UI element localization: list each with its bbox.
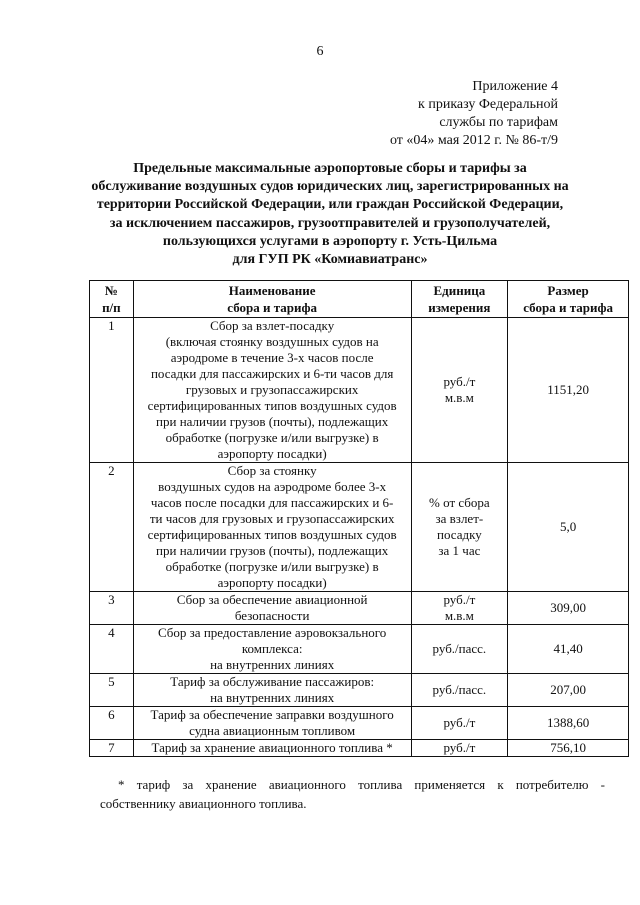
table-row (90, 707, 629, 740)
tariff-unit: руб./т (411, 740, 508, 757)
tariff-name: Тариф за обеспечение заправки воздушного судна авиационным топливом (133, 707, 411, 740)
tariff-unit: % от сбора за взлет- посадку за 1 час (411, 463, 508, 592)
appendix-line: службы по тарифам (439, 115, 558, 130)
tariff-value: 756,10 (508, 740, 629, 757)
tariff-value: 5,0 (508, 463, 629, 592)
tariff-name: Тариф за обслуживание пассажиров: на внутренних линиях (133, 674, 411, 707)
tariff-name: Сбор за стоянку воздушных судов на аэродроме более 3-х часов после посадки для пассажирских и 6- ти часов для грузовых и грузопассажирских сертифицированных типов воздушных судов при наличии грузов (почты), подлежащих обработке (погрузке и/или выгрузке) в аэропорту посадки) (133, 463, 411, 592)
title-line: пользующихся услугами в аэропорту г. Усть-Цильма (162, 233, 498, 249)
tariff-value: 41,40 (508, 625, 629, 674)
page-number: 6 (316, 44, 324, 59)
row-number: 1 (90, 318, 134, 463)
tariff-unit: руб./т м.в.м (411, 592, 508, 625)
title-line: территории Российской Федерации, или граждан Российской Федерации, (96, 197, 564, 213)
tariff-value: 1388,60 (508, 707, 629, 740)
tariff-table-body (90, 318, 629, 757)
row-number: 3 (90, 592, 134, 625)
tariff-unit: руб./пасс. (411, 674, 508, 707)
appendix-line: от «04» мая 2012 г. № 86-т/9 (389, 133, 558, 148)
header-size: Размер сбора и тарифа (508, 281, 629, 318)
header-unit: Единица измерения (411, 281, 508, 318)
tariff-unit: руб./пасс. (411, 625, 508, 674)
row-number: 2 (90, 463, 134, 592)
title-line: Предельные максимальные аэропортовые сборы и тарифы за (133, 161, 527, 176)
tariff-name: Сбор за взлет-посадку (включая стоянку воздушных судов на аэродроме в течение 3-х часов после посадки для пассажирских и 6-ти часов для грузовых и грузопассажирских сертифицированных типов воздушных судов при наличии грузов (почты), подлежащих обработке (погрузке и/или выгрузке) в аэропорту посадки) (133, 318, 411, 463)
table-row (90, 740, 629, 757)
footnote-line: собственнику авиационного топлива. (100, 796, 307, 811)
table-row (90, 625, 629, 674)
footnote (100, 775, 605, 813)
tariff-value: 207,00 (508, 674, 629, 707)
appendix-line: Приложение 4 (472, 79, 558, 94)
table-row (90, 592, 629, 625)
row-number: 4 (90, 625, 134, 674)
tariff-unit: руб./т (411, 707, 508, 740)
table-row (90, 318, 629, 463)
row-number: 7 (90, 740, 134, 757)
tariff-value: 1151,20 (508, 318, 629, 463)
header-name: Наименование сбора и тарифа (133, 281, 411, 318)
row-number: 5 (90, 674, 134, 707)
tariff-unit: руб./т м.в.м (411, 318, 508, 463)
tariff-name: Сбор за предоставление аэровокзального комплекса: на внутренних линиях (133, 625, 411, 674)
header-num: № п/п (90, 281, 134, 318)
title-line: обслуживание воздушных судов юридических лиц, зарегистрированных на (91, 179, 569, 195)
footnote-line: * тариф за хранение авиационного топлива применяется к потребителю - (118, 777, 605, 792)
table-header-row (90, 281, 629, 318)
tariff-value: 309,00 (508, 592, 629, 625)
appendix-reference (328, 78, 558, 150)
table-row (90, 463, 629, 592)
title-line: за исключением пассажиров, грузоотправителей и грузополучателей, (109, 215, 551, 231)
tariff-table (89, 280, 629, 757)
tariff-name: Тариф за хранение авиационного топлива * (133, 740, 411, 757)
tariff-name: Сбор за обеспечение авиационной безопасности (133, 592, 411, 625)
document-title (60, 160, 600, 269)
title-line: для ГУП РК «Комиавиатранс» (232, 252, 428, 268)
appendix-line: к приказу Федеральной (418, 97, 558, 112)
table-row (90, 674, 629, 707)
row-number: 6 (90, 707, 134, 740)
